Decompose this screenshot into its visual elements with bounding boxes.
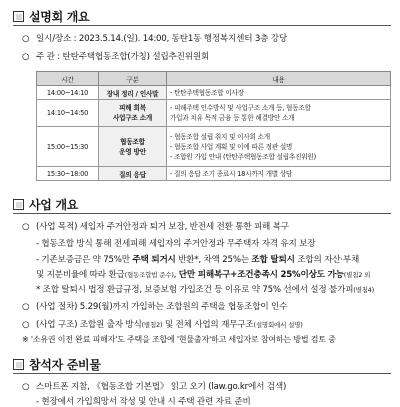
section-title: 참석자 준비물 bbox=[29, 358, 101, 372]
business-line: 및 지분비율에 따라 환급(협동조합법 준수), 단만 피해복구+조건충족시 25%이상도 가능(별첨2 외 bbox=[36, 270, 371, 280]
divider bbox=[13, 373, 391, 374]
section-header-prep bbox=[13, 356, 101, 373]
business-line: - 협동조합 방식 통해 전세피해 세입자의 주거안정과 무주택자 자격 유지 보장 bbox=[36, 239, 316, 249]
business-purpose: ○ (사업 목적) 세입자 주거안정과 퇴거 보장, 반전세 전환 통한 피해 복구 bbox=[22, 222, 289, 232]
header-category: 구분 bbox=[99, 72, 167, 86]
row-content: - 탄탄주택협동조합 이사장 bbox=[167, 86, 391, 100]
business-procedure: ○ (사업 절차) 5.29(월)까지 가입하는 조합원의 주택을 협동조합이 인수 bbox=[22, 302, 288, 312]
section-header-overview bbox=[13, 8, 89, 25]
business-note: ※ '소유권 이전 완료 피해자'도 주택을 조합에 '현물출자'하고 세입자로 참여하는 방법 검토 중 bbox=[22, 335, 336, 344]
row-content: - 협동조합 설립 취지 및 이사회 소개 - 협동조합 사업 계획 및 이에 따른 정관 설명 - 조합원 가입 안내 (탄탄주택협동조합 설립추진위원) bbox=[167, 127, 391, 167]
business-line: - 기존보증금은 약 75%만 주택 퇴거시 반환*, 차액 25%는 조합 탈퇴시 조합의 자산·부채 bbox=[36, 255, 360, 265]
section-square-icon bbox=[13, 199, 24, 210]
divider bbox=[13, 25, 391, 26]
circle-bullet-icon: ○ bbox=[22, 34, 30, 44]
table-header-row bbox=[37, 72, 391, 86]
row-category: 협동조합 운영 방안 bbox=[99, 127, 167, 167]
section-header-business bbox=[13, 196, 78, 213]
header-content: 내용 bbox=[167, 72, 391, 86]
section-title: 사업 개요 bbox=[29, 198, 79, 212]
circle-bullet-icon: ○ bbox=[22, 52, 30, 62]
row-time: 15:30~18:00 bbox=[37, 167, 99, 181]
section-title: 설명회 개요 bbox=[29, 10, 90, 24]
prep-item: ○ 스마트폰 지참, 《협동조합 기본법》 읽고 오기 (law.go.kr에서 검색) bbox=[22, 382, 287, 392]
row-category: 질의 응답 bbox=[99, 167, 167, 181]
table-row bbox=[37, 86, 391, 100]
table-row bbox=[37, 167, 391, 181]
row-category: 피해 회복 사업구조 소개 bbox=[99, 100, 167, 127]
section-square-icon bbox=[13, 11, 24, 22]
row-content: - 피해주택 인수방식 및 사업구조 소개 등, 협동조합 가입과 치유 목적 금융 등 통한 해결방안 소개 bbox=[167, 100, 391, 127]
circle-bullet-icon: ○ bbox=[22, 302, 30, 312]
row-time: 15:00~15:30 bbox=[37, 127, 99, 167]
table-row bbox=[37, 100, 391, 127]
circle-bullet-icon: ○ bbox=[22, 320, 30, 330]
overview-host: ○ 주 관 : 탄탄주택협동조합(가칭) 설립추진위원회 bbox=[22, 52, 210, 62]
circle-bullet-icon: ○ bbox=[22, 382, 30, 392]
prep-subitem: - 현장에서 가입희망서 작성 및 안내 시 주택 관련 자료 준비 bbox=[36, 397, 251, 407]
row-category: 장내 정리 / 인사말 bbox=[99, 86, 167, 100]
schedule-table bbox=[36, 71, 391, 181]
divider bbox=[13, 213, 391, 214]
circle-bullet-icon: ○ bbox=[22, 222, 30, 232]
business-structure: ○ (사업 구조) 조합원 출자 방식(별첨2) 및 전체 사업의 재무구조(설명회에서 설명) bbox=[22, 320, 303, 330]
row-content: - 질의 응답 조기 종료시 18시까지 개별 상담 bbox=[167, 167, 391, 181]
row-time: 14:10~14:50 bbox=[37, 100, 99, 127]
row-time: 14:00~14:10 bbox=[37, 86, 99, 100]
header-time: 시간 bbox=[37, 72, 99, 86]
section-square-icon bbox=[13, 359, 24, 370]
overview-datetime: ○ 일시/장소 : 2023.5.14.(일). 14:00, 동탄1동 행정복지센터 3층 강당 bbox=[22, 34, 287, 44]
table-row bbox=[37, 127, 391, 167]
business-line: * 조합 탈퇴시 법정 환급규정, 보증보험 가입조건 등 이유로 약 75% 선에서 설정 불가피(별첨4) bbox=[36, 285, 375, 295]
